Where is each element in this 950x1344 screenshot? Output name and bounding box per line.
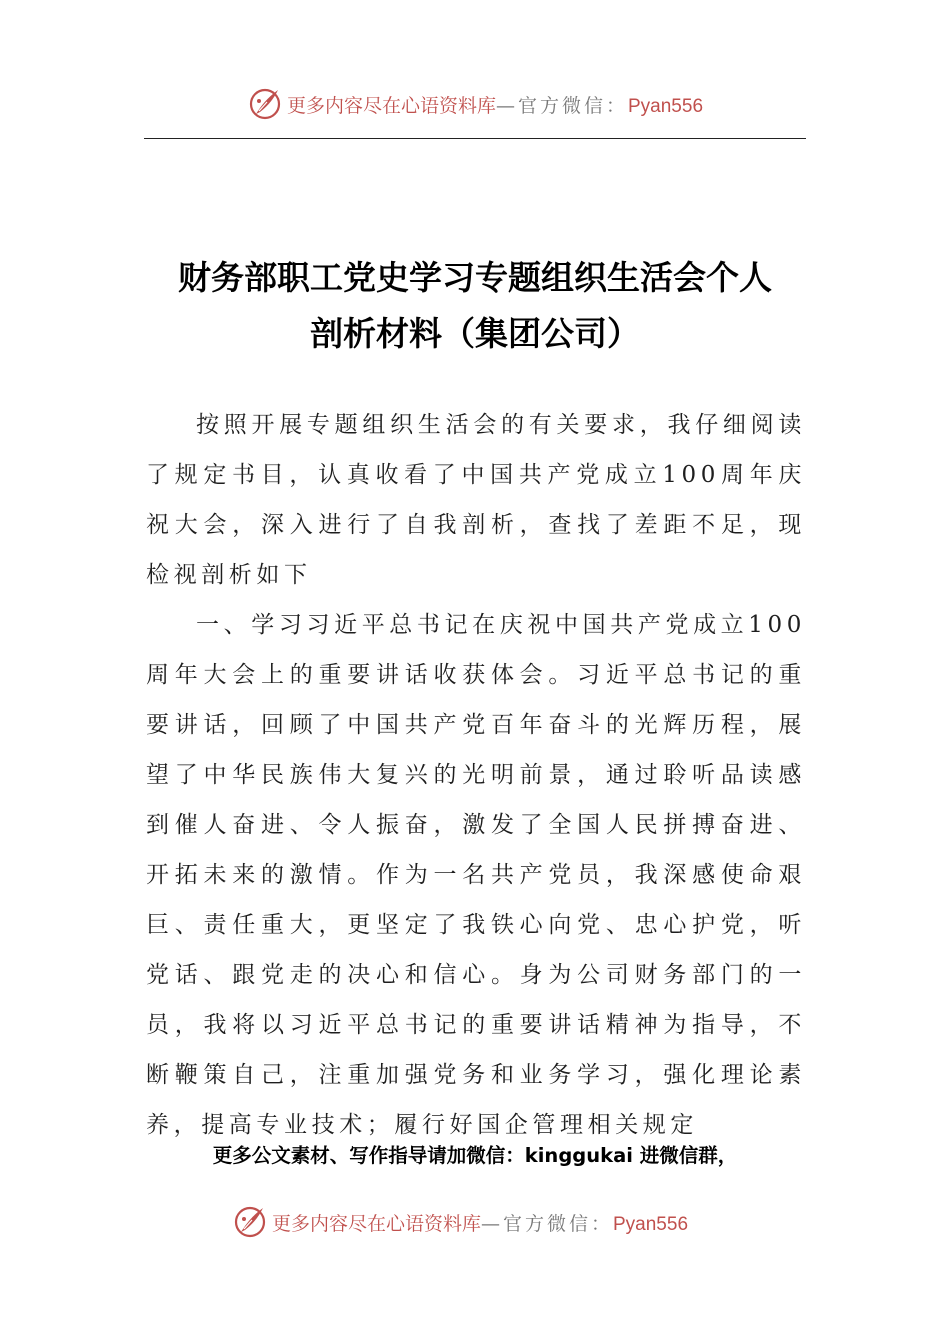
watermark-header: [0, 84, 950, 124]
title-line-2: 剖析材料（集团公司）: [310, 314, 640, 353]
title-line-1: 财务部职工党史学习专题组织生活会个人: [178, 258, 772, 297]
watermark-footer: [0, 1202, 950, 1242]
quill-circle-icon: [232, 1204, 268, 1240]
footer-watermark-title: 更多内容尽在心语资料库: [271, 1212, 481, 1235]
header-divider: [144, 138, 806, 139]
watermark-wechat-id: Pyan556: [628, 95, 704, 117]
watermark-separator: —官方微信：: [495, 94, 628, 117]
footer-watermark-wechat-id: Pyan556: [613, 1213, 689, 1235]
document-title: [110, 250, 840, 362]
quill-circle-icon: [247, 86, 283, 122]
watermark-title: 更多内容尽在心语资料库: [286, 94, 496, 117]
footer-watermark-separator: —官方微信：: [480, 1212, 613, 1235]
paragraph-section-1: 一、学习习近平总书记在庆祝中国共产党成立100周年大会上的重要讲话收获体会。习近平总书记的重要讲话，回顾了中国共产党百年奋斗的光辉历程，展望了中华民族伟大复兴的光明前景，通过聆听品读感到催人奋进、令人振奋，激发了全国人民拼搏奋进、开拓未来的激情。作为一名共产党员，我深感使命艰巨、责任重大，更坚定了我铁心向党、忠心护党，听党话、跟党走的决心和信心。身为公司财务部门的一员，我将以习近平总书记的重要讲话精神为指导，不断鞭策自己，注重加强党务和业务学习，强化理论素养，提高专业技术；履行好国企管理相关规定: [146, 612, 806, 1138]
promo-text: 更多公文素材、写作指导请加微信：kinggukai 进微信群，: [212, 1144, 738, 1167]
paragraph-intro: 按照开展专题组织生活会的有关要求，我仔细阅读了规定书目，认真收看了中国共产党成立100周年庆祝大会，深入进行了自我剖析，查找了差距不足，现检视剖析如下: [146, 412, 806, 588]
